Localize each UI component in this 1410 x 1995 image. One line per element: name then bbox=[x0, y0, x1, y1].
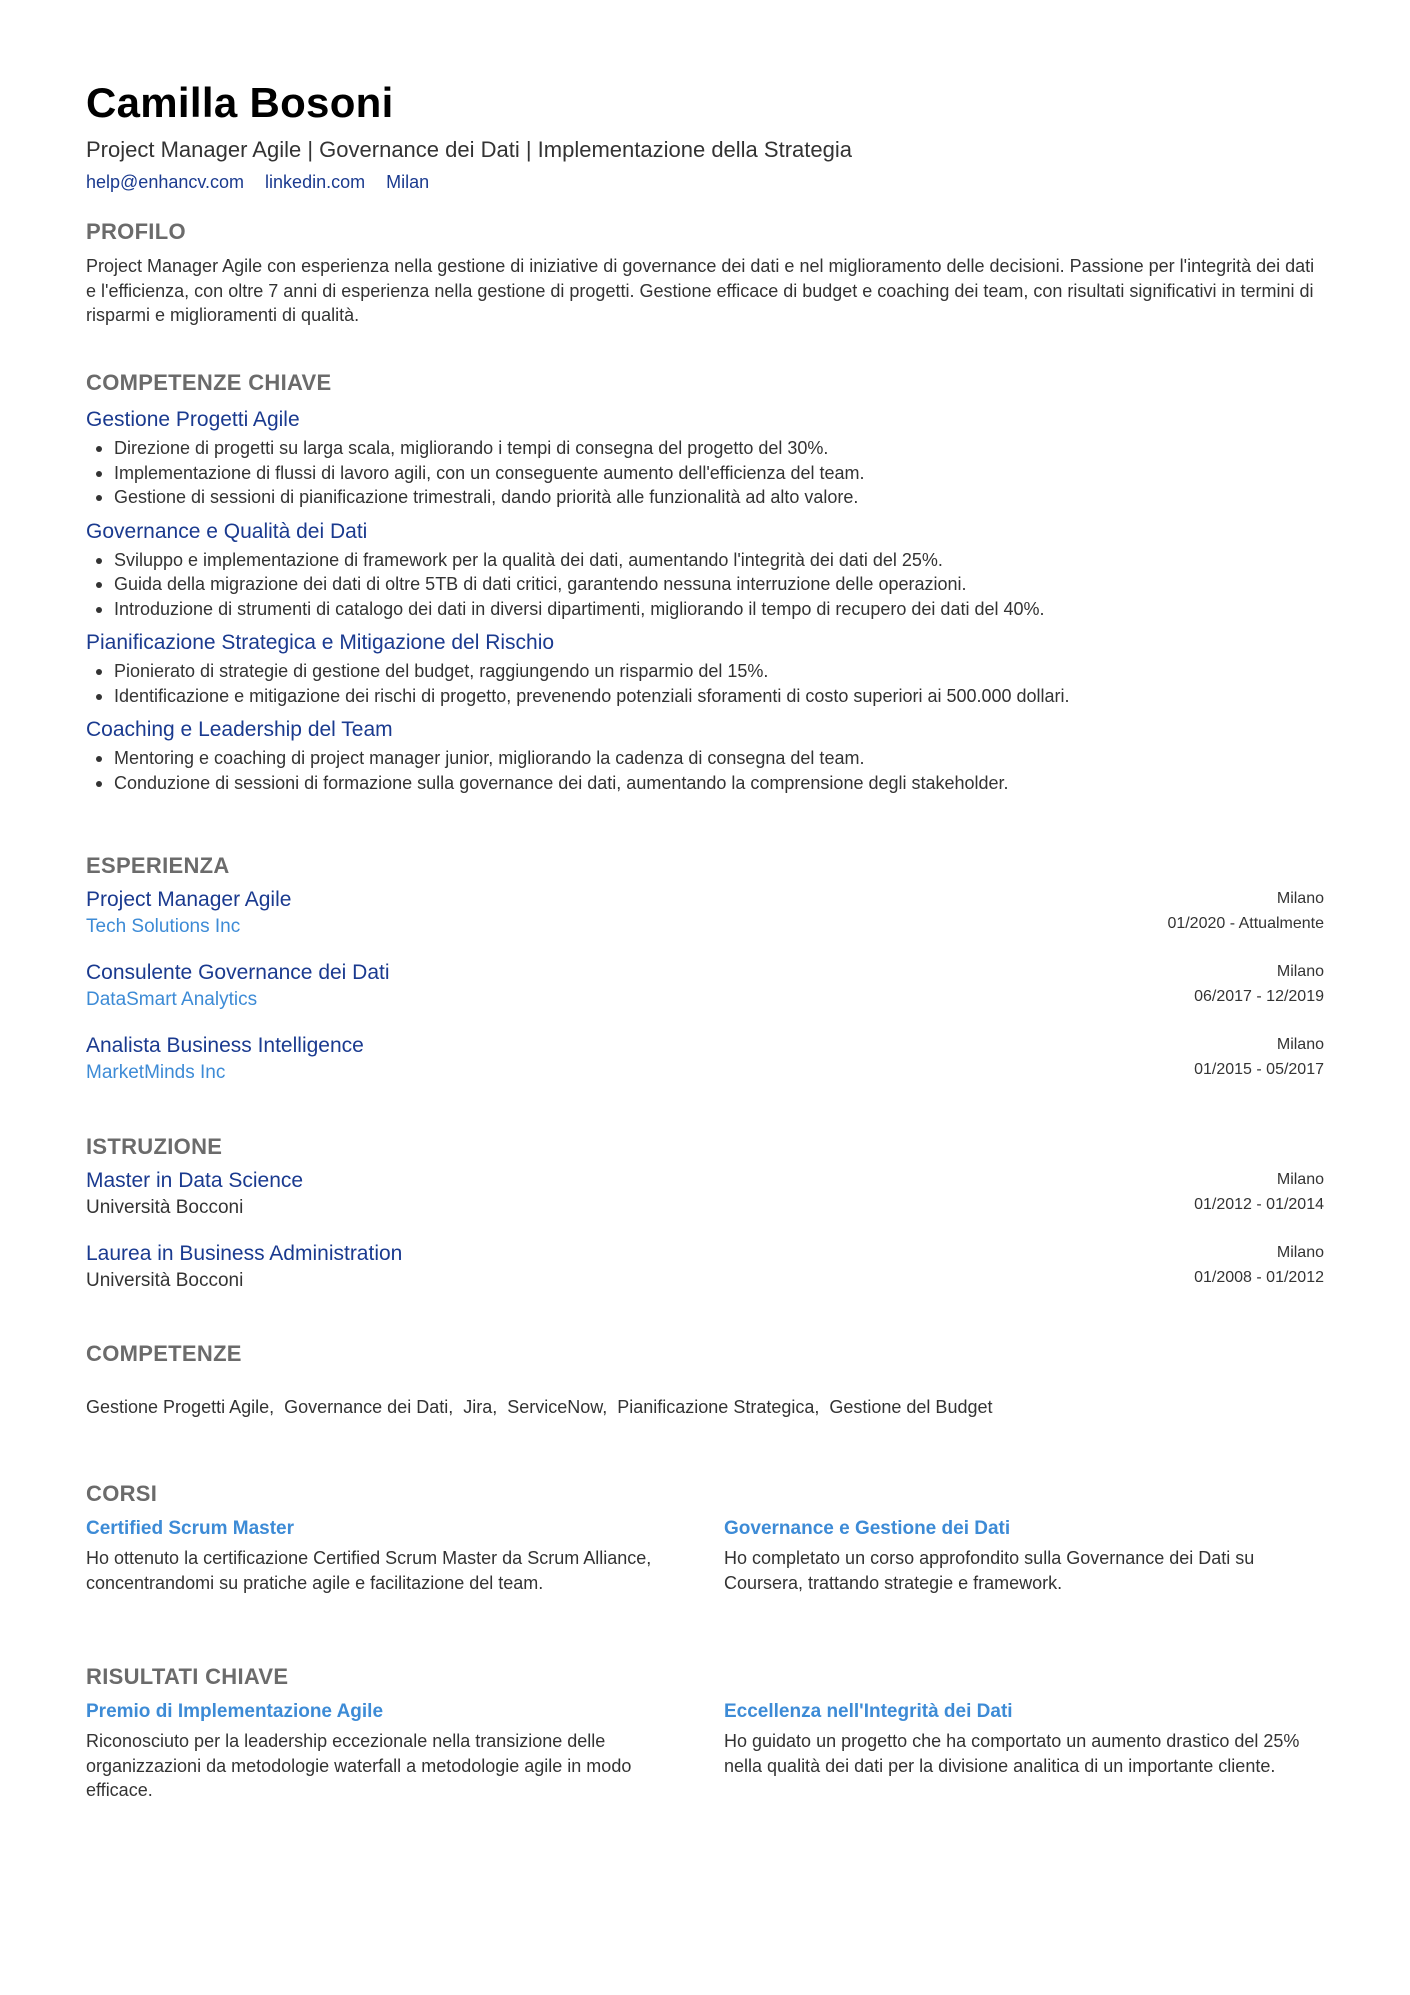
course-description: Ho completato un corso approfondito sulla Governance dei Dati su Coursera, trattando strategie e framework. bbox=[724, 1548, 1255, 1593]
header bbox=[86, 78, 1324, 194]
job-role: Project Manager Agile bbox=[86, 888, 292, 911]
experience-entry bbox=[86, 959, 1324, 1012]
company-name: MarketMinds Inc bbox=[86, 1062, 226, 1083]
job-role: Analista Business Intelligence bbox=[86, 1034, 364, 1057]
skill-group-list bbox=[86, 659, 1324, 708]
list-item: Introduzione di strumenti di catalogo dei dati in diversi dipartimenti, migliorando il tempo di recupero dei dati del 40%. bbox=[86, 597, 1324, 622]
skills-list: Gestione Progetti Agile, Governance dei Dati, Jira, ServiceNow, Pianificazione Strategica, Gestione del Budget bbox=[86, 1397, 993, 1417]
course-description: Ho ottenuto la certificazione Certified Scrum Master da Scrum Alliance, concentrandomi su pratiche agile e facilitazione del team. bbox=[86, 1548, 652, 1593]
list-item: Guida della migrazione dei dati di oltre 5TB di dati critici, garantendo nessuna interruzione delle operazioni. bbox=[86, 572, 1324, 597]
skill-group-list bbox=[86, 548, 1324, 622]
experience-entry bbox=[86, 1032, 1324, 1085]
skill-group-list bbox=[86, 746, 1324, 795]
linkedin-link[interactable]: linkedin.com bbox=[265, 172, 366, 192]
candidate-name: Camilla Bosoni bbox=[86, 79, 394, 126]
course-entry bbox=[724, 1516, 1324, 1595]
section-title-education: ISTRUZIONE bbox=[86, 1134, 223, 1159]
achievement-title: Premio di Implementazione Agile bbox=[86, 1701, 384, 1722]
list-item: Implementazione di flussi di lavoro agili, con un conseguente aumento dell'efficienza del team. bbox=[86, 461, 1324, 486]
email-link[interactable]: help@enhancv.com bbox=[86, 172, 245, 192]
education-dates: 01/2012 - 01/2014 bbox=[1194, 1196, 1324, 1213]
skill-group bbox=[86, 518, 1324, 622]
degree-title: Master in Data Science bbox=[86, 1169, 304, 1192]
section-title-key-skills: COMPETENZE CHIAVE bbox=[86, 370, 332, 395]
course-entry bbox=[86, 1516, 686, 1595]
achievement-entry bbox=[724, 1699, 1324, 1803]
education-dates: 01/2008 - 01/2012 bbox=[1194, 1269, 1324, 1286]
job-location: Milano bbox=[1276, 963, 1324, 980]
achievement-description: Riconosciuto per la leadership eccezionale nella transizione delle organizzazioni da metodologie waterfall a metodologie agile in modo efficace. bbox=[86, 1731, 632, 1800]
job-location: Milano bbox=[1276, 1036, 1324, 1053]
list-item: Pionierato di strategie di gestione del budget, raggiungendo un risparmio del 15%. bbox=[86, 659, 1324, 684]
education-location: Milano bbox=[1276, 1171, 1324, 1188]
skill-group bbox=[86, 716, 1324, 795]
company-name: DataSmart Analytics bbox=[86, 989, 258, 1010]
job-role: Consulente Governance dei Dati bbox=[86, 961, 390, 984]
skills-section bbox=[86, 1340, 1324, 1420]
degree-title: Laurea in Business Administration bbox=[86, 1242, 403, 1265]
course-title: Certified Scrum Master bbox=[86, 1518, 295, 1539]
education-location: Milano bbox=[1276, 1244, 1324, 1261]
education-entry bbox=[86, 1240, 1324, 1293]
list-item: Identificazione e mitigazione dei rischi di progetto, prevenendo potenziali sforamenti di costo superiori ai 500.000 dollari. bbox=[86, 684, 1324, 709]
profile-text: Project Manager Agile con esperienza nella gestione di iniziative di governance dei dati e nel miglioramento delle decisioni. Passione per l'integrità dei dati e l'efficienza, con oltre 7 anni di esperienza nella gestione di progetti. Gestione efficace di budget e coaching dei team, con risultati significativi in termini di risparmi e miglioramenti di qualità. bbox=[86, 256, 1315, 325]
list-item: Gestione di sessioni di pianificazione trimestrali, dando priorità alle funzionalità ad alto valore. bbox=[86, 485, 1324, 510]
skill-group-title: Coaching e Leadership del Team bbox=[86, 718, 393, 741]
skill-group-title: Gestione Progetti Agile bbox=[86, 408, 300, 431]
education-entry bbox=[86, 1167, 1324, 1220]
achievement-description: Ho guidato un progetto che ha comportato un aumento drastico del 25% nella qualità dei dati per la divisione analitica di un importante cliente. bbox=[724, 1731, 1300, 1776]
list-item: Conduzione di sessioni di formazione sulla governance dei dati, aumentando la comprensione degli stakeholder. bbox=[86, 771, 1324, 796]
experience-entry bbox=[86, 886, 1324, 939]
skill-group-title: Pianificazione Strategica e Mitigazione del Rischio bbox=[86, 631, 555, 654]
skill-group bbox=[86, 629, 1324, 708]
skill-group-title: Governance e Qualità dei Dati bbox=[86, 519, 368, 543]
section-title-courses: CORSI bbox=[86, 1481, 158, 1506]
job-dates: 06/2017 - 12/2019 bbox=[1194, 988, 1324, 1005]
achievements-section bbox=[86, 1663, 1324, 1803]
profile-section bbox=[86, 218, 1324, 328]
list-item: Sviluppo e implementazione di framework per la qualità dei dati, aumentando l'integrità dei dati del 25%. bbox=[86, 548, 1324, 573]
skill-group-list bbox=[86, 436, 1324, 510]
school-name: Università Bocconi bbox=[86, 1270, 244, 1291]
courses-section bbox=[86, 1480, 1324, 1595]
tagline: Project Manager Agile | Governance dei Dati | Implementazione della Strategia bbox=[86, 137, 852, 162]
section-title-skills: COMPETENZE bbox=[86, 1341, 242, 1366]
contact-line bbox=[86, 170, 1324, 194]
job-dates: 01/2020 - Attualmente bbox=[1167, 915, 1324, 932]
location-text: Milan bbox=[386, 172, 430, 192]
list-item: Mentoring e coaching di project manager junior, migliorando la cadenza di consegna del team. bbox=[86, 746, 1324, 771]
list-item: Direzione di progetti su larga scala, migliorando i tempi di consegna del progetto del 30%. bbox=[86, 436, 1324, 461]
course-title: Governance e Gestione dei Dati bbox=[724, 1518, 1011, 1539]
section-title-achievements: RISULTATI CHIAVE bbox=[86, 1664, 289, 1689]
section-title-profile: PROFILO bbox=[86, 219, 186, 244]
achievement-entry bbox=[86, 1699, 686, 1803]
company-name: Tech Solutions Inc bbox=[86, 916, 241, 937]
school-name: Università Bocconi bbox=[86, 1197, 244, 1218]
job-location: Milano bbox=[1276, 890, 1324, 907]
key-skills-section bbox=[86, 369, 1324, 795]
section-title-experience: ESPERIENZA bbox=[86, 853, 230, 878]
achievement-title: Eccellenza nell'Integrità dei Dati bbox=[724, 1701, 1013, 1722]
skill-group bbox=[86, 406, 1324, 510]
education-section bbox=[86, 1133, 1324, 1293]
job-dates: 01/2015 - 05/2017 bbox=[1194, 1061, 1324, 1078]
experience-section bbox=[86, 852, 1324, 1085]
